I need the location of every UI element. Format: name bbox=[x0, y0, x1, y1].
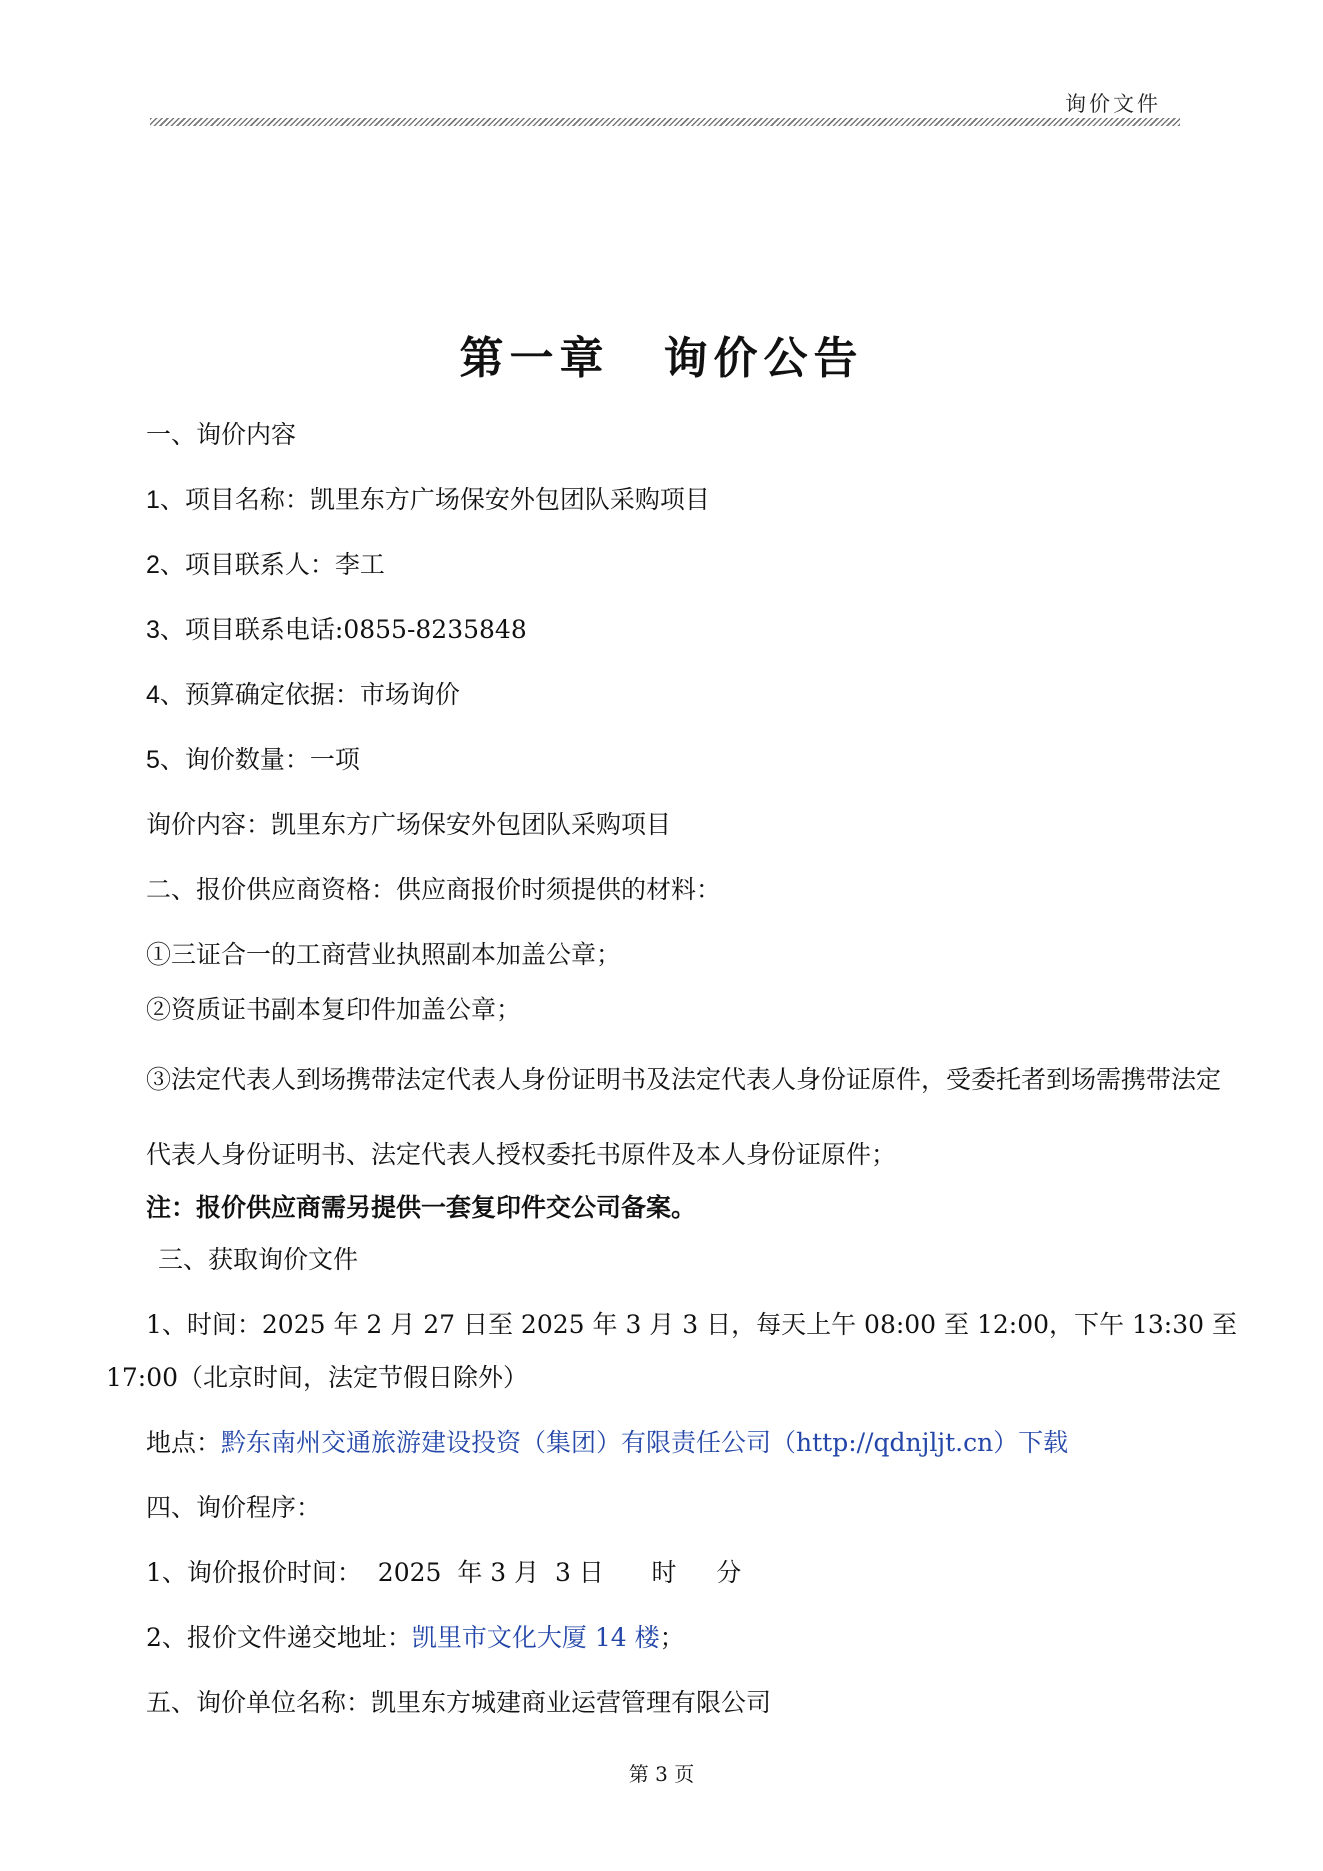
submit-address-line: 2、报价文件递交地址：凯里市文化大厦 14 楼； bbox=[146, 1623, 685, 1652]
requirement-3-line-2: 代表人身份证明书、法定代表人授权委托书原件及本人身份证原件； bbox=[146, 1140, 897, 1169]
requirement-2: ②资质证书副本复印件加盖公章； bbox=[146, 995, 522, 1024]
requirement-1: ①三证合一的工商营业执照副本加盖公章； bbox=[146, 940, 622, 969]
location-link[interactable]: 黔东南州交通旅游建设投资（集团）有限责任公司（http://qdnjljt.cn）下载 bbox=[221, 1428, 1069, 1457]
submit-address: 凯里市文化大厦 14 楼 bbox=[411, 1623, 660, 1652]
chapter-title bbox=[0, 322, 1323, 386]
page-number: 第 3 页 bbox=[628, 1762, 695, 1786]
location-line bbox=[146, 1426, 1068, 1460]
time-line-1: 1、时间：2025 年 2 月 27 日至 2025 年 3 月 3 日，每天上午 08:00 至 12:00，下午 13:30 至 bbox=[146, 1310, 1237, 1339]
section1-heading: 一、询价内容 bbox=[146, 420, 297, 449]
note-line: 注：报价供应商需另提供一套复印件交公司备案。 bbox=[146, 1193, 697, 1222]
time-line-2: 17:00（北京时间，法定节假日除外） bbox=[106, 1363, 529, 1392]
inquiry-quantity-line: 5、询价数量：一项 bbox=[146, 745, 360, 774]
section3-heading: 三、获取询价文件 bbox=[158, 1245, 359, 1274]
location-prefix: 地点： bbox=[146, 1428, 222, 1457]
project-name-line: 1、项目名称：凯里东方广场保安外包团队采购项目 bbox=[146, 485, 710, 514]
requirement-3-line-1: ③法定代表人到场携带法定代表人身份证明书及法定代表人身份证原件，受委托者到场需携带法定 bbox=[146, 1065, 1222, 1094]
chapter-number: 第一章 bbox=[459, 333, 610, 384]
header-rule bbox=[150, 118, 1180, 126]
submit-address-prefix: 2、报价文件递交地址： bbox=[146, 1623, 412, 1652]
page-header-label: 询价文件 bbox=[1065, 92, 1161, 116]
budget-basis-line: 4、预算确定依据：市场询价 bbox=[146, 680, 460, 709]
section4-heading: 四、询价程序： bbox=[146, 1493, 322, 1522]
project-phone-line: 3、项目联系电话:0855-8235848 bbox=[146, 615, 527, 644]
section2-heading: 二、报价供应商资格：供应商报价时须提供的材料： bbox=[146, 875, 722, 904]
project-contact-line: 2、项目联系人：李工 bbox=[146, 550, 385, 579]
chapter-name: 询价公告 bbox=[663, 333, 864, 384]
section5-heading: 五、询价单位名称：凯里东方城建商业运营管理有限公司 bbox=[146, 1688, 772, 1717]
inquiry-content-line: 询价内容：凯里东方广场保安外包团队采购项目 bbox=[146, 810, 672, 839]
quote-time-line: 1、询价报价时间： 2025 年 3 月 3 日 时 分 bbox=[146, 1558, 742, 1587]
